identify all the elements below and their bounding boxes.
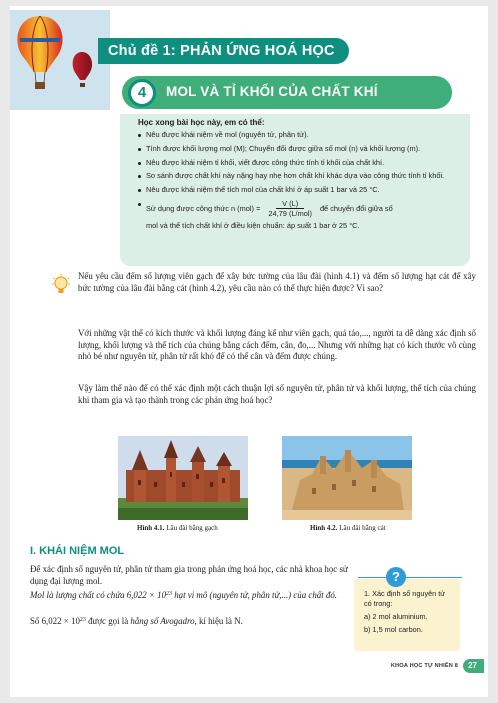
- intro-paragraph: Với những vật thể có kích thước và khối lượng đáng kể như viên gạch, quả táo,..., người ta dễ dàng xác định số lượng, khối lượng và thể tích của chúng bằng cách đếm, cân, đo,... Nhưng với những hạt có kích thước vô cùng nhỏ bé như nguyên tử, phân tử rất khó để có thể cân và đếm được chúng.: [78, 328, 476, 362]
- mol-definition: [30, 588, 350, 601]
- objective-item-formula: [138, 199, 460, 231]
- intro-question: Nếu yêu cầu đếm số lượng viên gạch để xây bức tường của lâu đài (hình 4.1) và đếm số lượng hạt cát để xây bức tường của lâu đài bằng cát (hình 4.2), yêu cầu nào có thể thực hiện được? Vì sao?: [78, 271, 476, 293]
- brick-castle-image: [118, 436, 248, 520]
- formula-numerator: V (L): [276, 199, 304, 209]
- section-title: I. KHÁI NIỆM MOL: [30, 545, 125, 557]
- hot-air-balloon-illustration: [10, 10, 110, 110]
- question-text: Xác định số nguyên tử có trong:: [364, 589, 446, 608]
- lesson-number-badge: 4: [128, 79, 156, 107]
- sand-castle-image: [282, 436, 412, 520]
- mol-definition-text: Mol là lượng chất có chứa 6,022 × 10: [30, 590, 167, 600]
- formula-fraction: [264, 199, 316, 219]
- objective-item: So sánh được chất khí này nặng hay nhẹ hơn chất khí khác dựa vào công thức tính tỉ khối.: [138, 171, 460, 181]
- avogadro-term: hằng số Avogadro: [130, 616, 195, 626]
- learning-objectives-box: [120, 114, 470, 266]
- avogadro-statement: [30, 614, 350, 627]
- question-box: [354, 579, 460, 651]
- question-option: b) 1,5 mol carbon.: [364, 625, 423, 634]
- objective-item: Nêu được khái niệm tỉ khối, viết được công thức tính tỉ khối của chất khí.: [138, 158, 460, 168]
- mol-definition-text: hạt vi mô (nguyên tử, phân tử,...) của chất đó.: [172, 590, 337, 600]
- exponent: 23: [166, 591, 173, 597]
- formula-prefix: Sử dụng được công thức n (mol) =: [146, 203, 261, 213]
- formula-continuation: mol và thể tích chất khí ở điều kiện chuẩn: áp suất 1 bar ở 25 °C.: [146, 220, 360, 230]
- formula-row: [146, 199, 460, 219]
- light-bulb-icon: [52, 274, 70, 298]
- question-stem: [364, 589, 454, 609]
- footer-subject-label: KHOA HỌC TỰ NHIÊN 8: [390, 663, 459, 669]
- formula-denominator: 24,79 (L/mol): [268, 208, 312, 218]
- question-number: 1.: [364, 589, 371, 598]
- textbook-page: [10, 6, 488, 697]
- objectives-list: [138, 130, 460, 231]
- figure-caption: [137, 524, 218, 532]
- question-icon: ?: [386, 567, 406, 587]
- figure-caption-text: Lâu đài bằng cát: [339, 524, 386, 532]
- exponent: 23: [79, 617, 86, 623]
- figure-label: Hình 4.1.: [137, 524, 165, 532]
- page-footer: [391, 659, 484, 673]
- avogadro-text: Số 6,022 × 10: [30, 616, 80, 626]
- figure-caption: [310, 524, 386, 532]
- avogadro-text: , kí hiệu là N.: [194, 616, 243, 626]
- intro-paragraph: Vậy làm thế nào để có thể xác định một cách thuận lợi số nguyên tử, phân tử và khối lượng, thể tích của chúng khi tham gia và tạo thành trong các phản ứng hoá học?: [78, 383, 476, 405]
- page-number: 27: [463, 659, 484, 673]
- figure-caption-text: Lâu đài bằng gạch: [166, 524, 218, 532]
- avogadro-text: được gọi là: [85, 616, 131, 626]
- topic-banner: Chủ đề 1: PHẢN ỨNG HOÁ HỌC: [98, 38, 349, 64]
- objective-item: Nêu được khái niệm thể tích mol của chất khí ở áp suất 1 bar và 25 °C.: [138, 185, 460, 195]
- question-option: a) 2 mol aluminium.: [364, 612, 428, 621]
- section-paragraph: Để xác định số nguyên tử, phân tử tham gia trong phản ứng hoá học, các nhà khoa học sử dụng đại lượng mol.: [30, 564, 348, 586]
- objectives-heading: Học xong bài học này, em có thể:: [138, 118, 265, 127]
- lesson-title: MOL VÀ TỈ KHỐI CỦA CHẤT KHÍ: [166, 84, 378, 99]
- formula-suffix: để chuyển đổi giữa số: [319, 203, 393, 213]
- objective-item: Nêu được khái niệm về mol (nguyên tử, phân tử).: [138, 130, 460, 140]
- question-divider: [358, 577, 462, 578]
- objective-item: Tính được khối lượng mol (M); Chuyển đổi được giữa số mol (n) và khối lượng (m).: [138, 144, 460, 154]
- figure-label: Hình 4.2.: [310, 524, 338, 532]
